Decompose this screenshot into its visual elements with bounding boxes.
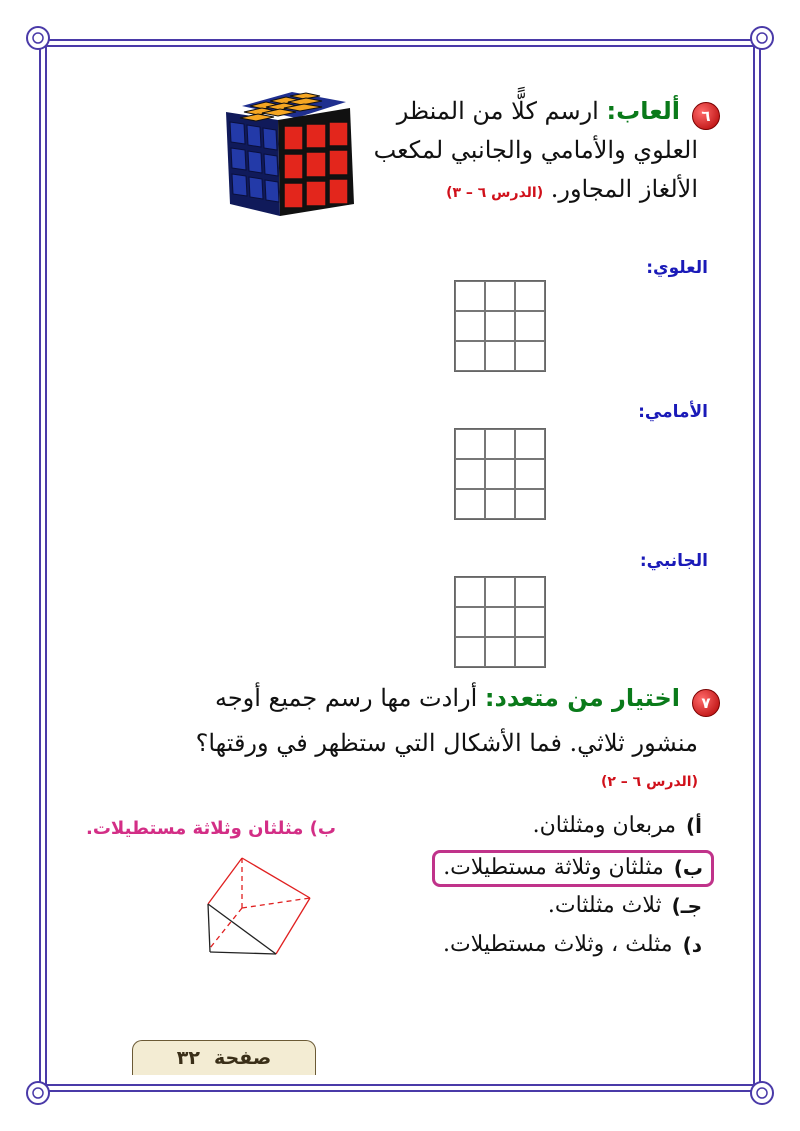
question-6-text-1: ارسم كلًّا من المنظر bbox=[396, 97, 599, 125]
question-7-keyword: اختيار من متعدد: bbox=[484, 684, 680, 712]
question-7-text-1: أرادت مها رسم جميع أوجه bbox=[214, 684, 478, 712]
top-view-grid[interactable] bbox=[454, 280, 546, 372]
question-7-line-1 bbox=[215, 683, 680, 713]
question-6-text-3: الألغاز المجاور. bbox=[550, 175, 698, 203]
option-b-text: مثلثان وثلاثة مستطيلات. bbox=[443, 855, 664, 880]
option-b-letter: ب) bbox=[673, 855, 703, 880]
question-6-line-2: العلوي والأمامي والجانبي لمكعب bbox=[373, 136, 698, 164]
view-label-top: العلوي: bbox=[646, 258, 708, 278]
question-6-line-1 bbox=[397, 96, 680, 126]
option-c[interactable] bbox=[548, 893, 702, 918]
question-7-lesson-ref: (الدرس ٦ – ٢) bbox=[600, 774, 698, 790]
side-view-grid[interactable] bbox=[454, 576, 546, 668]
rubiks-cube-image bbox=[222, 92, 362, 218]
triangular-prism-figure bbox=[200, 852, 320, 962]
option-d-letter: د) bbox=[682, 932, 702, 957]
option-d-text: مثلث ، وثلاث مستطيلات. bbox=[443, 932, 673, 957]
page-number-tab bbox=[132, 1040, 316, 1075]
front-view-grid[interactable] bbox=[454, 428, 546, 520]
view-label-side: الجانبي: bbox=[639, 551, 708, 571]
question-7-line-2: منشور ثلاثي. فما الأشكال التي ستظهر في ورقتها؟ bbox=[195, 729, 698, 757]
question-6-keyword: ألعاب: bbox=[606, 97, 680, 125]
option-a[interactable] bbox=[533, 813, 702, 838]
question-6-number: ٦ bbox=[692, 102, 720, 130]
option-a-text: مربعان ومثلثان. bbox=[532, 813, 676, 838]
page-number: ٣٢ bbox=[176, 1047, 200, 1069]
option-d[interactable] bbox=[443, 932, 702, 957]
option-a-letter: أ) bbox=[686, 813, 702, 838]
answer-note: ب) مثلثان وثلاثة مستطيلات. bbox=[86, 818, 336, 839]
question-7-number: ٧ bbox=[692, 689, 720, 717]
option-b-selected[interactable] bbox=[432, 850, 714, 887]
option-c-text: ثلاث مثلثات. bbox=[547, 893, 662, 918]
question-6-lesson-ref: (الدرس ٦ – ٣) bbox=[446, 185, 544, 201]
question-6-line-3 bbox=[446, 174, 698, 204]
page-word: صفحة bbox=[213, 1047, 272, 1069]
option-c-letter: جـ) bbox=[671, 893, 702, 918]
view-label-front: الأمامي: bbox=[638, 402, 708, 422]
